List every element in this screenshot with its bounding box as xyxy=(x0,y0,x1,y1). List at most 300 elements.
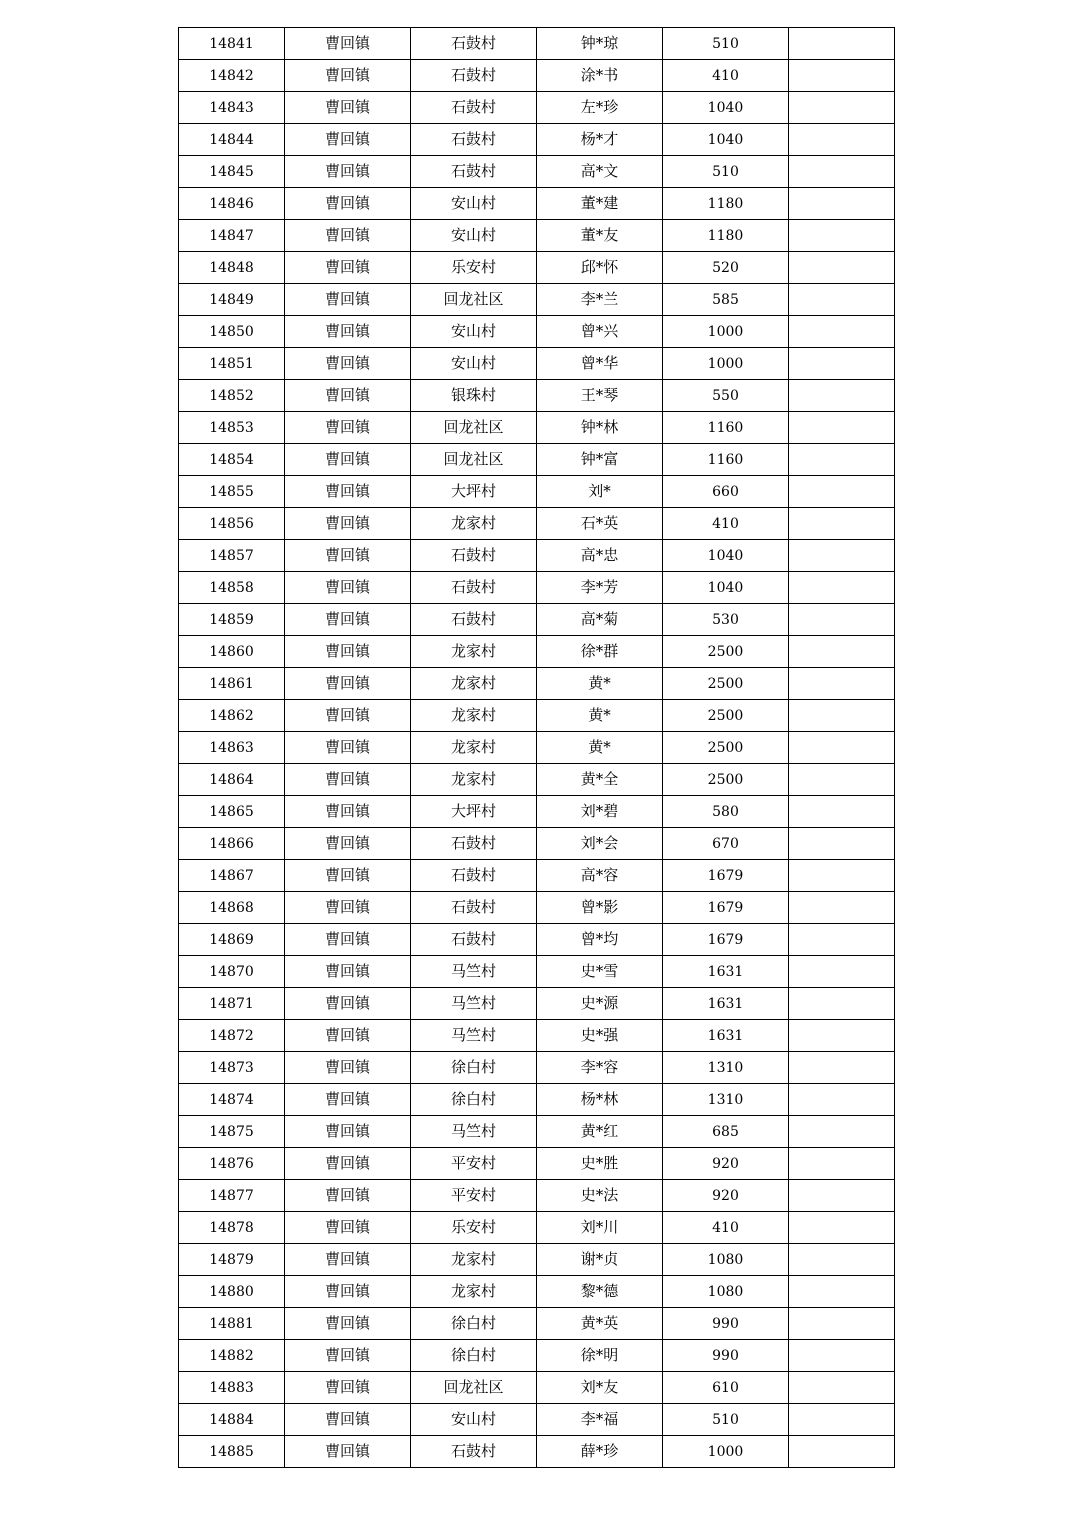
amount-cell: 1040 xyxy=(663,92,789,124)
person-name-cell: 史*雪 xyxy=(537,956,663,988)
row-id-cell: 14880 xyxy=(179,1276,285,1308)
amount-cell: 1040 xyxy=(663,124,789,156)
table-row xyxy=(179,508,895,540)
person-name-cell: 黄* xyxy=(537,668,663,700)
amount-cell: 1631 xyxy=(663,956,789,988)
town-cell: 曹回镇 xyxy=(285,508,411,540)
roster-table xyxy=(178,27,895,1468)
note-cell xyxy=(789,1052,895,1084)
village-cell: 乐安村 xyxy=(411,252,537,284)
person-name-cell: 涂*书 xyxy=(537,60,663,92)
amount-cell: 1000 xyxy=(663,348,789,380)
person-name-cell: 史*胜 xyxy=(537,1148,663,1180)
note-cell xyxy=(789,28,895,60)
amount-cell: 1040 xyxy=(663,572,789,604)
person-name-cell: 黄*红 xyxy=(537,1116,663,1148)
person-name-cell: 徐*明 xyxy=(537,1340,663,1372)
roster-table-body xyxy=(179,28,895,1468)
town-cell: 曹回镇 xyxy=(285,220,411,252)
row-id-cell: 14879 xyxy=(179,1244,285,1276)
amount-cell: 990 xyxy=(663,1340,789,1372)
town-cell: 曹回镇 xyxy=(285,668,411,700)
row-id-cell: 14855 xyxy=(179,476,285,508)
row-id-cell: 14882 xyxy=(179,1340,285,1372)
note-cell xyxy=(789,92,895,124)
village-cell: 龙家村 xyxy=(411,764,537,796)
note-cell xyxy=(789,124,895,156)
amount-cell: 530 xyxy=(663,604,789,636)
village-cell: 大坪村 xyxy=(411,476,537,508)
table-row xyxy=(179,124,895,156)
person-name-cell: 董*建 xyxy=(537,188,663,220)
amount-cell: 510 xyxy=(663,156,789,188)
amount-cell: 2500 xyxy=(663,636,789,668)
village-cell: 石鼓村 xyxy=(411,124,537,156)
table-row xyxy=(179,1084,895,1116)
row-id-cell: 14871 xyxy=(179,988,285,1020)
village-cell: 马竺村 xyxy=(411,988,537,1020)
person-name-cell: 曾*影 xyxy=(537,892,663,924)
note-cell xyxy=(789,636,895,668)
note-cell xyxy=(789,1212,895,1244)
note-cell xyxy=(789,284,895,316)
town-cell: 曹回镇 xyxy=(285,732,411,764)
table-row xyxy=(179,412,895,444)
village-cell: 石鼓村 xyxy=(411,60,537,92)
note-cell xyxy=(789,860,895,892)
town-cell: 曹回镇 xyxy=(285,892,411,924)
row-id-cell: 14869 xyxy=(179,924,285,956)
note-cell xyxy=(789,764,895,796)
person-name-cell: 史*强 xyxy=(537,1020,663,1052)
amount-cell: 1160 xyxy=(663,412,789,444)
town-cell: 曹回镇 xyxy=(285,1308,411,1340)
amount-cell: 1631 xyxy=(663,988,789,1020)
person-name-cell: 高*忠 xyxy=(537,540,663,572)
person-name-cell: 黄* xyxy=(537,700,663,732)
person-name-cell: 高*容 xyxy=(537,860,663,892)
row-id-cell: 14862 xyxy=(179,700,285,732)
amount-cell: 1310 xyxy=(663,1084,789,1116)
amount-cell: 410 xyxy=(663,1212,789,1244)
table-row xyxy=(179,28,895,60)
note-cell xyxy=(789,668,895,700)
row-id-cell: 14870 xyxy=(179,956,285,988)
note-cell xyxy=(789,60,895,92)
person-name-cell: 王*琴 xyxy=(537,380,663,412)
amount-cell: 1160 xyxy=(663,444,789,476)
person-name-cell: 左*珍 xyxy=(537,92,663,124)
amount-cell: 2500 xyxy=(663,668,789,700)
row-id-cell: 14884 xyxy=(179,1404,285,1436)
town-cell: 曹回镇 xyxy=(285,860,411,892)
person-name-cell: 刘*友 xyxy=(537,1372,663,1404)
village-cell: 石鼓村 xyxy=(411,540,537,572)
village-cell: 银珠村 xyxy=(411,380,537,412)
table-row xyxy=(179,1116,895,1148)
table-row xyxy=(179,1052,895,1084)
town-cell: 曹回镇 xyxy=(285,1340,411,1372)
note-cell xyxy=(789,188,895,220)
town-cell: 曹回镇 xyxy=(285,636,411,668)
table-row xyxy=(179,1020,895,1052)
person-name-cell: 曾*兴 xyxy=(537,316,663,348)
person-name-cell: 曾*均 xyxy=(537,924,663,956)
note-cell xyxy=(789,412,895,444)
village-cell: 回龙社区 xyxy=(411,1372,537,1404)
row-id-cell: 14865 xyxy=(179,796,285,828)
village-cell: 乐安村 xyxy=(411,1212,537,1244)
note-cell xyxy=(789,924,895,956)
town-cell: 曹回镇 xyxy=(285,348,411,380)
row-id-cell: 14860 xyxy=(179,636,285,668)
note-cell xyxy=(789,572,895,604)
table-row xyxy=(179,1148,895,1180)
table-row xyxy=(179,1404,895,1436)
village-cell: 安山村 xyxy=(411,348,537,380)
village-cell: 安山村 xyxy=(411,220,537,252)
amount-cell: 510 xyxy=(663,1404,789,1436)
table-row xyxy=(179,892,895,924)
note-cell xyxy=(789,1084,895,1116)
row-id-cell: 14844 xyxy=(179,124,285,156)
note-cell xyxy=(789,1308,895,1340)
town-cell: 曹回镇 xyxy=(285,1052,411,1084)
table-row xyxy=(179,444,895,476)
row-id-cell: 14866 xyxy=(179,828,285,860)
amount-cell: 1080 xyxy=(663,1244,789,1276)
town-cell: 曹回镇 xyxy=(285,540,411,572)
village-cell: 马竺村 xyxy=(411,1020,537,1052)
person-name-cell: 高*菊 xyxy=(537,604,663,636)
person-name-cell: 徐*群 xyxy=(537,636,663,668)
town-cell: 曹回镇 xyxy=(285,764,411,796)
person-name-cell: 刘*川 xyxy=(537,1212,663,1244)
person-name-cell: 史*法 xyxy=(537,1180,663,1212)
row-id-cell: 14863 xyxy=(179,732,285,764)
note-cell xyxy=(789,220,895,252)
amount-cell: 520 xyxy=(663,252,789,284)
table-row xyxy=(179,764,895,796)
village-cell: 大坪村 xyxy=(411,796,537,828)
person-name-cell: 刘*碧 xyxy=(537,796,663,828)
town-cell: 曹回镇 xyxy=(285,1276,411,1308)
town-cell: 曹回镇 xyxy=(285,924,411,956)
town-cell: 曹回镇 xyxy=(285,316,411,348)
row-id-cell: 14868 xyxy=(179,892,285,924)
note-cell xyxy=(789,316,895,348)
row-id-cell: 14850 xyxy=(179,316,285,348)
town-cell: 曹回镇 xyxy=(285,380,411,412)
town-cell: 曹回镇 xyxy=(285,1148,411,1180)
row-id-cell: 14853 xyxy=(179,412,285,444)
table-row xyxy=(179,220,895,252)
table-row xyxy=(179,828,895,860)
amount-cell: 920 xyxy=(663,1148,789,1180)
village-cell: 龙家村 xyxy=(411,1276,537,1308)
note-cell xyxy=(789,604,895,636)
table-row xyxy=(179,1308,895,1340)
amount-cell: 1310 xyxy=(663,1052,789,1084)
table-row xyxy=(179,60,895,92)
amount-cell: 1040 xyxy=(663,540,789,572)
row-id-cell: 14874 xyxy=(179,1084,285,1116)
amount-cell: 2500 xyxy=(663,764,789,796)
village-cell: 石鼓村 xyxy=(411,28,537,60)
table-row xyxy=(179,92,895,124)
note-cell xyxy=(789,540,895,572)
table-row xyxy=(179,636,895,668)
town-cell: 曹回镇 xyxy=(285,1212,411,1244)
note-cell xyxy=(789,1244,895,1276)
note-cell xyxy=(789,1020,895,1052)
town-cell: 曹回镇 xyxy=(285,1084,411,1116)
person-name-cell: 李*福 xyxy=(537,1404,663,1436)
village-cell: 平安村 xyxy=(411,1148,537,1180)
row-id-cell: 14877 xyxy=(179,1180,285,1212)
table-row xyxy=(179,1180,895,1212)
amount-cell: 1679 xyxy=(663,892,789,924)
amount-cell: 1180 xyxy=(663,220,789,252)
amount-cell: 580 xyxy=(663,796,789,828)
table-row xyxy=(179,476,895,508)
table-row xyxy=(179,924,895,956)
note-cell xyxy=(789,1116,895,1148)
table-row xyxy=(179,540,895,572)
person-name-cell: 刘* xyxy=(537,476,663,508)
person-name-cell: 高*文 xyxy=(537,156,663,188)
town-cell: 曹回镇 xyxy=(285,956,411,988)
note-cell xyxy=(789,508,895,540)
town-cell: 曹回镇 xyxy=(285,604,411,636)
person-name-cell: 黎*德 xyxy=(537,1276,663,1308)
village-cell: 石鼓村 xyxy=(411,604,537,636)
row-id-cell: 14852 xyxy=(179,380,285,412)
note-cell xyxy=(789,1372,895,1404)
village-cell: 龙家村 xyxy=(411,636,537,668)
row-id-cell: 14854 xyxy=(179,444,285,476)
note-cell xyxy=(789,1404,895,1436)
town-cell: 曹回镇 xyxy=(285,284,411,316)
village-cell: 徐白村 xyxy=(411,1308,537,1340)
row-id-cell: 14851 xyxy=(179,348,285,380)
amount-cell: 685 xyxy=(663,1116,789,1148)
person-name-cell: 石*英 xyxy=(537,508,663,540)
note-cell xyxy=(789,892,895,924)
note-cell xyxy=(789,1180,895,1212)
person-name-cell: 钟*富 xyxy=(537,444,663,476)
table-row xyxy=(179,1340,895,1372)
note-cell xyxy=(789,1148,895,1180)
person-name-cell: 谢*贞 xyxy=(537,1244,663,1276)
table-row xyxy=(179,732,895,764)
row-id-cell: 14843 xyxy=(179,92,285,124)
table-row xyxy=(179,284,895,316)
row-id-cell: 14885 xyxy=(179,1436,285,1468)
village-cell: 石鼓村 xyxy=(411,924,537,956)
town-cell: 曹回镇 xyxy=(285,1404,411,1436)
amount-cell: 510 xyxy=(663,28,789,60)
row-id-cell: 14881 xyxy=(179,1308,285,1340)
town-cell: 曹回镇 xyxy=(285,252,411,284)
table-row xyxy=(179,348,895,380)
village-cell: 石鼓村 xyxy=(411,892,537,924)
amount-cell: 2500 xyxy=(663,700,789,732)
person-name-cell: 杨*才 xyxy=(537,124,663,156)
row-id-cell: 14873 xyxy=(179,1052,285,1084)
row-id-cell: 14848 xyxy=(179,252,285,284)
town-cell: 曹回镇 xyxy=(285,1436,411,1468)
row-id-cell: 14878 xyxy=(179,1212,285,1244)
amount-cell: 1679 xyxy=(663,924,789,956)
table-row xyxy=(179,860,895,892)
village-cell: 徐白村 xyxy=(411,1084,537,1116)
amount-cell: 610 xyxy=(663,1372,789,1404)
village-cell: 石鼓村 xyxy=(411,1436,537,1468)
row-id-cell: 14859 xyxy=(179,604,285,636)
person-name-cell: 薛*珍 xyxy=(537,1436,663,1468)
note-cell xyxy=(789,444,895,476)
town-cell: 曹回镇 xyxy=(285,28,411,60)
row-id-cell: 14861 xyxy=(179,668,285,700)
village-cell: 马竺村 xyxy=(411,956,537,988)
village-cell: 龙家村 xyxy=(411,732,537,764)
person-name-cell: 董*友 xyxy=(537,220,663,252)
village-cell: 石鼓村 xyxy=(411,828,537,860)
village-cell: 安山村 xyxy=(411,188,537,220)
town-cell: 曹回镇 xyxy=(285,124,411,156)
person-name-cell: 杨*林 xyxy=(537,1084,663,1116)
town-cell: 曹回镇 xyxy=(285,1020,411,1052)
note-cell xyxy=(789,348,895,380)
note-cell xyxy=(789,380,895,412)
table-row xyxy=(179,700,895,732)
village-cell: 石鼓村 xyxy=(411,572,537,604)
table-row xyxy=(179,188,895,220)
town-cell: 曹回镇 xyxy=(285,444,411,476)
note-cell xyxy=(789,476,895,508)
village-cell: 石鼓村 xyxy=(411,92,537,124)
town-cell: 曹回镇 xyxy=(285,700,411,732)
amount-cell: 550 xyxy=(663,380,789,412)
amount-cell: 585 xyxy=(663,284,789,316)
amount-cell: 410 xyxy=(663,60,789,92)
village-cell: 安山村 xyxy=(411,316,537,348)
table-row xyxy=(179,1436,895,1468)
note-cell xyxy=(789,988,895,1020)
note-cell xyxy=(789,828,895,860)
village-cell: 安山村 xyxy=(411,1404,537,1436)
person-name-cell: 李*兰 xyxy=(537,284,663,316)
note-cell xyxy=(789,1276,895,1308)
person-name-cell: 曾*华 xyxy=(537,348,663,380)
person-name-cell: 黄* xyxy=(537,732,663,764)
village-cell: 龙家村 xyxy=(411,700,537,732)
row-id-cell: 14867 xyxy=(179,860,285,892)
note-cell xyxy=(789,732,895,764)
town-cell: 曹回镇 xyxy=(285,412,411,444)
village-cell: 平安村 xyxy=(411,1180,537,1212)
village-cell: 马竺村 xyxy=(411,1116,537,1148)
table-row xyxy=(179,316,895,348)
village-cell: 龙家村 xyxy=(411,1244,537,1276)
town-cell: 曹回镇 xyxy=(285,92,411,124)
town-cell: 曹回镇 xyxy=(285,60,411,92)
town-cell: 曹回镇 xyxy=(285,1372,411,1404)
person-name-cell: 钟*琼 xyxy=(537,28,663,60)
town-cell: 曹回镇 xyxy=(285,1180,411,1212)
town-cell: 曹回镇 xyxy=(285,796,411,828)
amount-cell: 1080 xyxy=(663,1276,789,1308)
person-name-cell: 李*芳 xyxy=(537,572,663,604)
village-cell: 龙家村 xyxy=(411,508,537,540)
person-name-cell: 钟*林 xyxy=(537,412,663,444)
amount-cell: 1180 xyxy=(663,188,789,220)
row-id-cell: 14842 xyxy=(179,60,285,92)
note-cell xyxy=(789,796,895,828)
note-cell xyxy=(789,956,895,988)
amount-cell: 1631 xyxy=(663,1020,789,1052)
amount-cell: 1679 xyxy=(663,860,789,892)
village-cell: 回龙社区 xyxy=(411,412,537,444)
row-id-cell: 14847 xyxy=(179,220,285,252)
table-row xyxy=(179,1372,895,1404)
row-id-cell: 14864 xyxy=(179,764,285,796)
amount-cell: 410 xyxy=(663,508,789,540)
amount-cell: 1000 xyxy=(663,1436,789,1468)
village-cell: 回龙社区 xyxy=(411,284,537,316)
town-cell: 曹回镇 xyxy=(285,988,411,1020)
table-row xyxy=(179,1244,895,1276)
note-cell xyxy=(789,156,895,188)
town-cell: 曹回镇 xyxy=(285,828,411,860)
town-cell: 曹回镇 xyxy=(285,572,411,604)
table-row xyxy=(179,1276,895,1308)
row-id-cell: 14856 xyxy=(179,508,285,540)
row-id-cell: 14841 xyxy=(179,28,285,60)
row-id-cell: 14857 xyxy=(179,540,285,572)
note-cell xyxy=(789,1340,895,1372)
row-id-cell: 14872 xyxy=(179,1020,285,1052)
amount-cell: 660 xyxy=(663,476,789,508)
note-cell xyxy=(789,700,895,732)
village-cell: 徐白村 xyxy=(411,1340,537,1372)
table-row xyxy=(179,252,895,284)
table-row xyxy=(179,988,895,1020)
note-cell xyxy=(789,252,895,284)
amount-cell: 1000 xyxy=(663,316,789,348)
village-cell: 石鼓村 xyxy=(411,860,537,892)
table-row xyxy=(179,956,895,988)
row-id-cell: 14858 xyxy=(179,572,285,604)
table-row xyxy=(179,572,895,604)
row-id-cell: 14876 xyxy=(179,1148,285,1180)
town-cell: 曹回镇 xyxy=(285,1116,411,1148)
table-row xyxy=(179,156,895,188)
village-cell: 石鼓村 xyxy=(411,156,537,188)
village-cell: 徐白村 xyxy=(411,1052,537,1084)
town-cell: 曹回镇 xyxy=(285,476,411,508)
town-cell: 曹回镇 xyxy=(285,156,411,188)
town-cell: 曹回镇 xyxy=(285,188,411,220)
person-name-cell: 黄*英 xyxy=(537,1308,663,1340)
amount-cell: 2500 xyxy=(663,732,789,764)
amount-cell: 920 xyxy=(663,1180,789,1212)
table-row xyxy=(179,604,895,636)
row-id-cell: 14883 xyxy=(179,1372,285,1404)
person-name-cell: 黄*全 xyxy=(537,764,663,796)
row-id-cell: 14845 xyxy=(179,156,285,188)
